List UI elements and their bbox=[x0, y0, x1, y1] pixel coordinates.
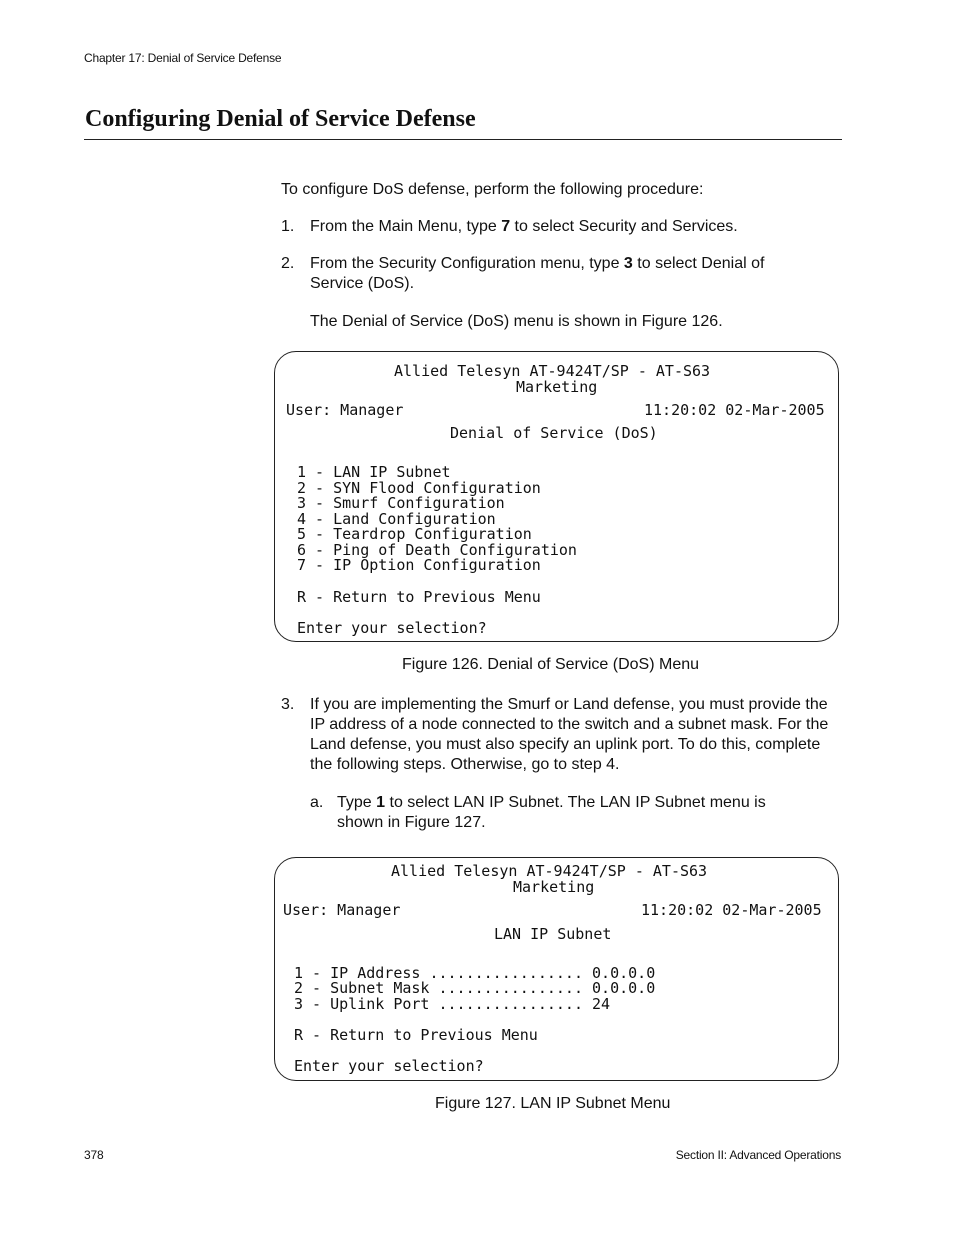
terminal-user: User: Manager bbox=[283, 901, 401, 919]
step-number: 2. bbox=[281, 255, 295, 272]
menu-item: 1 - IP Address ................. 0.0.0.0 bbox=[294, 964, 656, 982]
terminal-datetime: 11:20:02 02-Mar-2005 bbox=[641, 901, 822, 919]
menu-item: 3 - Smurf Configuration bbox=[297, 494, 505, 512]
title-rule bbox=[84, 139, 842, 140]
lan-ip-subnet-terminal bbox=[274, 857, 839, 1081]
terminal-product: Allied Telesyn AT-9424T/SP - AT-S63 bbox=[394, 362, 711, 380]
menu-item: 3 - Uplink Port ................ 24 bbox=[294, 995, 611, 1013]
menu-item: 5 - Teardrop Configuration bbox=[297, 525, 532, 543]
step-number: 1. bbox=[281, 218, 295, 235]
dos-menu-terminal bbox=[274, 351, 839, 642]
menu-item: 4 - Land Configuration bbox=[297, 510, 496, 528]
step-text: From the Main Menu, type 7 to select Security and Services. bbox=[310, 218, 738, 235]
substep-letter: a. bbox=[310, 794, 324, 811]
figure127-caption: Figure 127. LAN IP Subnet Menu bbox=[435, 1095, 671, 1112]
footer-section: Section II: Advanced Operations bbox=[675, 1148, 841, 1162]
menu-item: 1 - LAN IP Subnet bbox=[297, 463, 451, 481]
figure126-reference: The Denial of Service (DoS) menu is shown in Figure 126. bbox=[310, 313, 723, 330]
intro-paragraph: To configure DoS defense, perform the following procedure: bbox=[281, 181, 704, 198]
terminal-location: Marketing bbox=[516, 378, 598, 396]
terminal-user: User: Manager bbox=[286, 401, 404, 419]
terminal-location: Marketing bbox=[513, 878, 595, 896]
step-text: If you are implementing the Smurf or Land defense, you must provide the IP address of a node connected to the switch and a subnet mask. For the Land defense, you must also specify an uplink port. To do this, complete the following steps. Otherwise, go to step 4. bbox=[310, 696, 829, 773]
terminal-datetime: 11:20:02 02-Mar-2005 bbox=[644, 401, 825, 419]
figure126-caption: Figure 126. Denial of Service (DoS) Menu bbox=[402, 656, 700, 673]
terminal-menu-title: LAN IP Subnet bbox=[494, 925, 612, 943]
menu-item: 2 - Subnet Mask ................ 0.0.0.0 bbox=[294, 979, 656, 997]
menu-item: 2 - SYN Flood Configuration bbox=[297, 479, 541, 497]
terminal-product: Allied Telesyn AT-9424T/SP - AT-S63 bbox=[391, 862, 708, 880]
step-number: 3. bbox=[281, 696, 295, 713]
chapter-header: Chapter 17: Denial of Service Defense bbox=[84, 51, 282, 65]
menu-item: 7 - IP Option Configuration bbox=[297, 556, 541, 574]
substep-text: Type 1 to select LAN IP Subnet. The LAN IP Subnet menu is shown in Figure 127. bbox=[337, 794, 766, 831]
menu-item: 6 - Ping of Death Configuration bbox=[297, 541, 577, 559]
step-text: From the Security Configuration menu, type 3 to select Denial of Service (DoS). bbox=[310, 255, 765, 292]
menu-item-return: R - Return to Previous Menu bbox=[294, 1026, 538, 1044]
terminal-prompt: Enter your selection? bbox=[297, 619, 487, 637]
page-number: 378 bbox=[84, 1148, 104, 1162]
terminal-menu-title: Denial of Service (DoS) bbox=[450, 424, 658, 442]
terminal-prompt: Enter your selection? bbox=[294, 1057, 484, 1075]
section-title: Configuring Denial of Service Defense bbox=[85, 106, 476, 132]
menu-item-return: R - Return to Previous Menu bbox=[297, 588, 541, 606]
